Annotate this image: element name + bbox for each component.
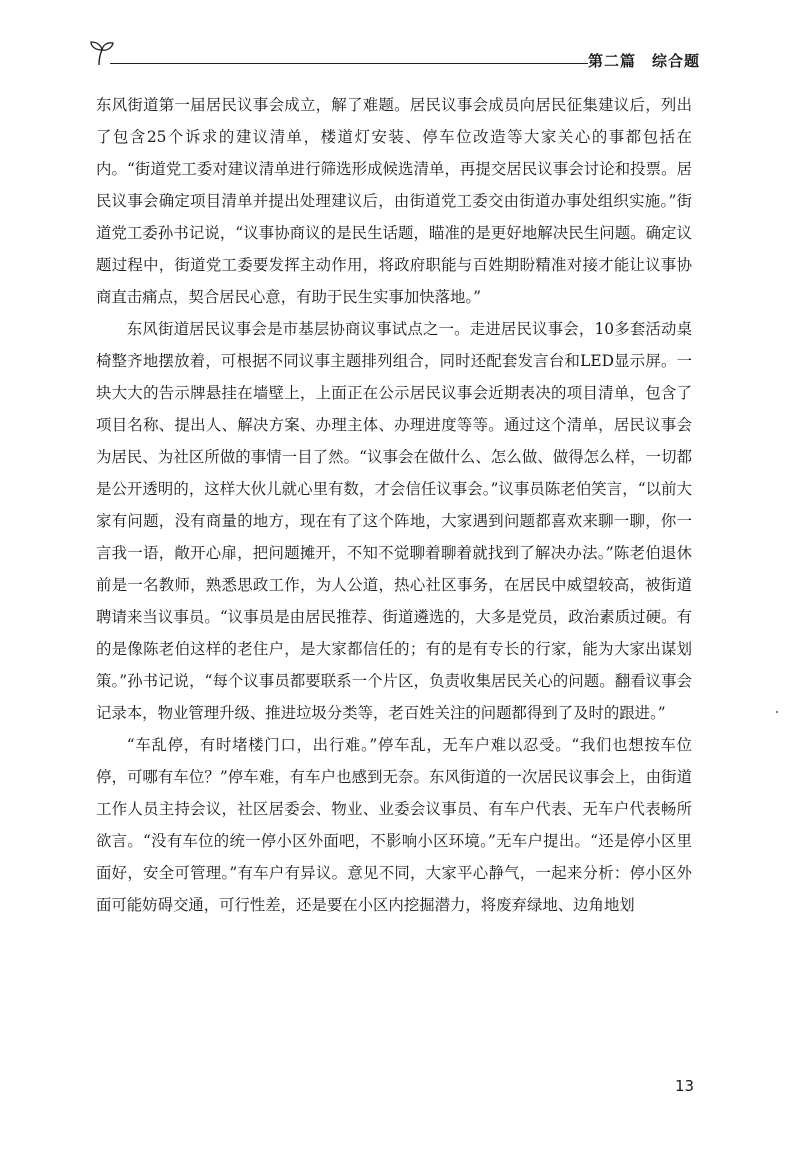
- paragraph: “车乱停，有时堵楼门口，出行难。”停车乱，无车户难以忍受。“我们也想按车位停，可哪有车位？”停车难，有车户也感到无奈。东风街道的一次居民议事会上，由街道工作人员主持会议，社区居委会、物业、业委会议事员、有车户代表、无车户代表畅所欲言。“没有车位的统一停小区外面吧，不影响小区环境。”无车户提出。“还是停小区里面好，安全可管理。”有车户有异议。意见不同，大家平心静气，一起来分析：停小区外面可能妨碍交通，可行性差，还是要在小区内挖掘潜力，将废弃绿地、边角地划: [96, 736, 692, 914]
- header-rule: [110, 63, 588, 64]
- section-title: 第二篇 综合题: [587, 52, 700, 70]
- paragraph: 东风街道居民议事会是市基层协商议事试点之一。走进居民议事会，10多套活动桌椅整齐地摆放着，可根据不同议事主题排列组合，同时还配套发言台和LED显示屏。一块大大的告示牌悬挂在墙壁上，上面正在公示居民议事会近期表决的项目清单，包含了项目名称、提出人、解决方案、办理主体、办理进度等等。通过这个清单，居民议事会为居民、为社区所做的事情一目了然。“议事会在做什么、怎么做、做得怎么样，一切都是公开透明的，这样大伙儿就心里有数，才会信任议事会。”议事员陈老伯笑言，“以前大家有问题，没有商量的地方，现在有了这个阵地，大家遇到问题都喜欢来聊一聊，你一言我一语，敞开心扉，把问题摊开，不知不觉聊着聊着就找到了解决办法。”陈老伯退休前是一名教师，熟悉思政工作，为人公道，热心社区事务，在居民中威望较高，被街道聘请来当议事员。“议事员是由居民推荐、街道遴选的，大多是党员，政治素质过硬。有的是像陈老伯这样的老住户，是大家都信任的；有的是有专长的行家，能为大家出谋划策。”孙书记说，“每个议事员都要联系一个片区，负责收集居民关心的问题。翻看议事会记录本，物业管理升级、推进垃圾分类等，老百姓关注的问题都得到了及时的跟进。”: [96, 320, 692, 722]
- article-body: [96, 89, 692, 921]
- paragraph: 东风街道第一届居民议事会成立，解了难题。居民议事会成员向居民征集建议后，列出了包含25个诉求的建议清单，楼道灯安装、停车位改造等大家关心的事都包括在内。“街道党工委对建议清单进行筛选形成候选清单，再提交居民议事会讨论和投票。居民议事会确定项目清单并提出处理建议后，由街道党工委交由街道办事处组织实施。”街道党工委孙书记说，“议事协商议的是民生话题，瞄准的是更好地解决民生问题。确定议题过程中，街道党工委要发挥主动作用，将政府职能与百姓期盼精准对接才能让议事协商直击痛点，契合居民心意，有助于民生实事加快落地。”: [96, 96, 692, 306]
- scan-speck: [776, 711, 778, 713]
- page-number: 13: [675, 1077, 695, 1095]
- page-header: [88, 36, 700, 72]
